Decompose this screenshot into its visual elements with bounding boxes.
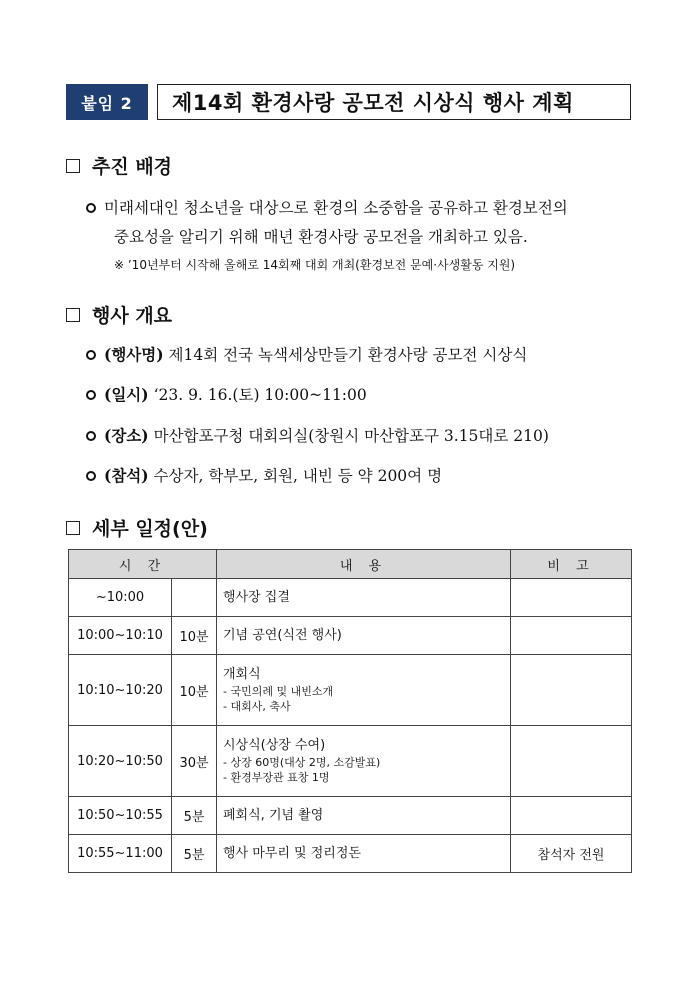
overview-value: ‘23. 9. 16.(토) 10:00~11:00 xyxy=(153,386,367,404)
cell-note xyxy=(511,617,632,655)
cell-content xyxy=(217,617,511,655)
section-heading-overview xyxy=(66,301,172,328)
attachment-tag: 붙임 2 xyxy=(66,84,148,120)
circle-bullet-icon xyxy=(86,390,96,400)
cell-content xyxy=(217,655,511,726)
section-heading-text: 추진 배경 xyxy=(92,156,173,178)
cell-note xyxy=(511,726,632,797)
cell-duration xyxy=(172,579,217,617)
square-bullet-icon xyxy=(66,521,80,535)
table-row xyxy=(69,617,632,655)
cell-time: 10:50~10:55 xyxy=(69,797,172,835)
content-sub: - 대회사, 축사 xyxy=(223,700,291,713)
overview-key: (행사명) xyxy=(104,345,164,364)
circle-bullet-icon xyxy=(86,431,96,441)
overview-key: (장소) xyxy=(104,426,149,445)
table-row xyxy=(69,726,632,797)
table-row xyxy=(69,835,632,873)
content-main: 기념 공연(식전 행사) xyxy=(223,627,342,643)
paragraph-line: 중요성을 알리기 위해 매년 환경사랑 공모전을 개최하고 있음. xyxy=(114,228,528,246)
circle-bullet-icon xyxy=(86,203,96,213)
document-title: 제14회 환경사랑 공모전 시상식 행사 계획 xyxy=(157,84,631,120)
overview-key: (일시) xyxy=(104,385,149,404)
paragraph-line: 미래세대인 청소년을 대상으로 환경의 소중함을 공유하고 환경보전의 xyxy=(104,199,568,217)
content-sub: - 상장 60명(대상 2명, 소감발표) xyxy=(223,756,381,769)
column-header-time: 시 간 xyxy=(69,550,217,579)
cell-time: 10:00~10:10 xyxy=(69,617,172,655)
column-header-content: 내 용 xyxy=(217,550,511,579)
content-sub: - 환경부장관 표창 1명 xyxy=(223,771,330,784)
square-bullet-icon xyxy=(66,308,80,322)
content-main: 시상식(상장 수여) xyxy=(223,738,326,753)
table-header-row xyxy=(69,550,632,579)
section-heading-background xyxy=(66,152,172,179)
overview-value: 마산합포구청 대회의실(창원시 마산합포구 3.15대로 210) xyxy=(153,427,549,445)
overview-item xyxy=(86,461,442,491)
cell-duration: 5분 xyxy=(172,835,217,873)
background-paragraph xyxy=(86,194,568,252)
cell-note xyxy=(511,579,632,617)
circle-bullet-icon xyxy=(86,471,96,481)
overview-key: (참석) xyxy=(104,466,149,485)
content-main: 폐회식, 기념 촬영 xyxy=(223,807,324,823)
table-row xyxy=(69,655,632,726)
circle-bullet-icon xyxy=(86,350,96,360)
content-sub: - 국민의례 및 내빈소개 xyxy=(223,685,334,698)
cell-duration: 30분 xyxy=(172,726,217,797)
cell-duration: 10분 xyxy=(172,655,217,726)
content-main: 행사장 집결 xyxy=(223,589,290,605)
section-heading-text: 행사 개요 xyxy=(92,305,173,327)
reference-note: ※ ’10년부터 시작해 올해로 14회째 대회 개최(환경보전 문예·사생활동 지원) xyxy=(114,258,516,272)
cell-note xyxy=(511,655,632,726)
cell-duration: 5분 xyxy=(172,797,217,835)
table-row xyxy=(69,579,632,617)
cell-duration: 10분 xyxy=(172,617,217,655)
content-main: 행사 마무리 및 정리정돈 xyxy=(223,845,361,861)
cell-content xyxy=(217,726,511,797)
overview-item xyxy=(86,340,527,370)
overview-item xyxy=(86,421,549,451)
cell-content xyxy=(217,797,511,835)
cell-content xyxy=(217,579,511,617)
cell-note xyxy=(511,797,632,835)
schedule-table xyxy=(68,549,632,873)
cell-content xyxy=(217,835,511,873)
cell-note: 참석자 전원 xyxy=(511,835,632,873)
cell-time: 10:55~11:00 xyxy=(69,835,172,873)
square-bullet-icon xyxy=(66,159,80,173)
content-main: 개회식 xyxy=(223,667,261,682)
section-heading-text: 세부 일정(안) xyxy=(92,518,208,540)
cell-time: 10:10~10:20 xyxy=(69,655,172,726)
overview-item xyxy=(86,380,367,410)
column-header-note: 비 고 xyxy=(511,550,632,579)
table-row xyxy=(69,797,632,835)
section-heading-schedule xyxy=(66,514,208,541)
cell-time: ~10:00 xyxy=(69,579,172,617)
cell-time: 10:20~10:50 xyxy=(69,726,172,797)
overview-value: 제14회 전국 녹색세상만들기 환경사랑 공모전 시상식 xyxy=(168,346,528,364)
overview-value: 수상자, 학부모, 회원, 내빈 등 약 200여 명 xyxy=(153,467,443,485)
